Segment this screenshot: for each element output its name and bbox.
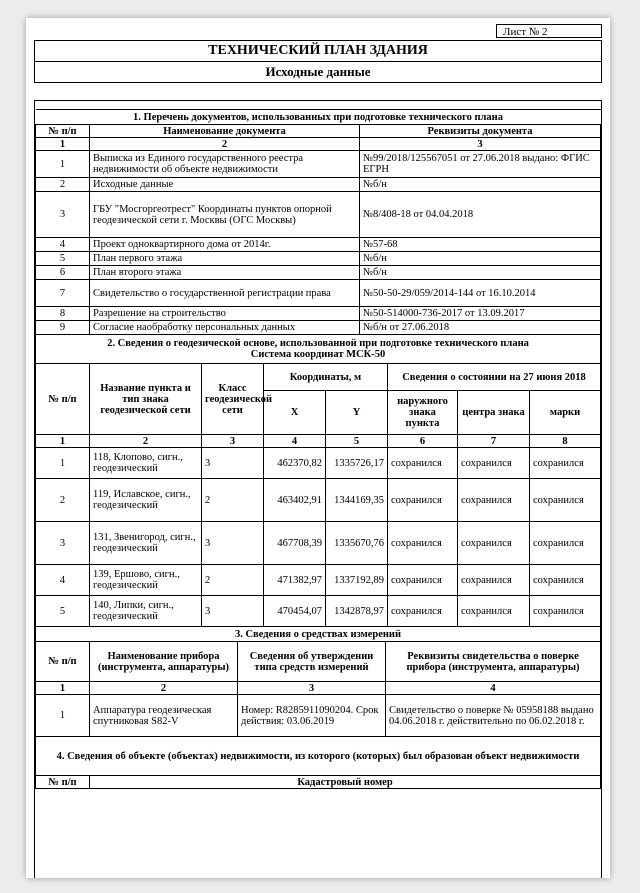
document-page [26, 18, 610, 878]
network-class: 3 [202, 448, 264, 479]
table-row [36, 565, 601, 596]
col-number: 8 [530, 435, 601, 448]
col-header-num: № п/п [36, 125, 90, 138]
doc-details: №б/н от 27.06.2018 [360, 321, 601, 335]
table-row [36, 321, 601, 335]
doc-details: №57-68 [360, 238, 601, 252]
col-number: 4 [386, 682, 601, 695]
row-num: 7 [36, 280, 90, 307]
instruments-table [35, 627, 601, 737]
outer-sign-state: сохранился [388, 565, 458, 596]
network-class: 3 [202, 596, 264, 627]
point-name: 139, Ершово, сигн., геодезический [90, 565, 202, 596]
col-number: 2 [90, 138, 360, 151]
table-row [36, 252, 601, 266]
row-num: 5 [36, 252, 90, 266]
geodetic-table [35, 335, 601, 627]
col-header-coordinates: Координаты, м [264, 364, 388, 391]
doc-details: №50-50-29/059/2014-144 от 16.10.2014 [360, 280, 601, 307]
marks-state: сохранился [530, 565, 601, 596]
col-header-y: Y [326, 391, 388, 435]
marks-state: сохранился [530, 448, 601, 479]
col-header-marks: марки [530, 391, 601, 435]
doc-name: Исходные данные [90, 178, 360, 192]
marks-state: сохранился [530, 479, 601, 522]
coord-y: 1335670,76 [326, 522, 388, 565]
doc-name: Проект одноквартирного дома от 2014г. [90, 238, 360, 252]
col-number: 3 [238, 682, 386, 695]
col-header-outer-sign: наружного знака пункта [388, 391, 458, 435]
doc-details: №б/н [360, 266, 601, 280]
doc-name: Разрешение на строительство [90, 307, 360, 321]
table-row [36, 151, 601, 178]
col-number: 3 [360, 138, 601, 151]
coord-x: 463402,91 [264, 479, 326, 522]
col-number: 2 [90, 682, 238, 695]
doc-name: План второго этажа [90, 266, 360, 280]
col-number: 5 [326, 435, 388, 448]
coord-y: 1337192,89 [326, 565, 388, 596]
col-number: 3 [202, 435, 264, 448]
col-number: 4 [264, 435, 326, 448]
row-num: 8 [36, 307, 90, 321]
doc-details: №8/408-18 от 04.04.2018 [360, 192, 601, 238]
marks-state: сохранился [530, 596, 601, 627]
doc-details: №50-514000-736-2017 от 13.09.2017 [360, 307, 601, 321]
col-number: 1 [36, 435, 90, 448]
row-num: 9 [36, 321, 90, 335]
type-approval: Номер: R8285911090204. Срок действия: 03.06.2019 [238, 695, 386, 737]
doc-name: План первого этажа [90, 252, 360, 266]
col-header-center-sign: центра знака [458, 391, 530, 435]
col-header-approval: Сведения об утверждении типа средств измерений [238, 642, 386, 682]
documents-table [35, 109, 601, 335]
table-row [36, 178, 601, 192]
row-num: 1 [36, 695, 90, 737]
doc-name: Свидетельство о государственной регистрации права [90, 280, 360, 307]
row-num: 4 [36, 565, 90, 596]
table-row [36, 238, 601, 252]
main-content [34, 100, 602, 878]
point-name: 118, Клопово, сигн., геодезический [90, 448, 202, 479]
outer-sign-state: сохранился [388, 596, 458, 627]
row-num: 3 [36, 522, 90, 565]
marks-state: сохранился [530, 522, 601, 565]
doc-name: ГБУ "Мосгоргеотрест" Координаты пунктов опорной геодезической сети г. Москвы (ОГС Москвы) [90, 192, 360, 238]
section-1-title: 1. Перечень документов, использованных при подготовке технического плана [36, 110, 601, 125]
network-class: 2 [202, 565, 264, 596]
doc-details: №99/2018/125567051 от 27.06.2018 выдано: ФГИС ЕГРН [360, 151, 601, 178]
section-2-title-text: 2. Сведения о геодезической основе, использованной при подготовке технического плана [107, 338, 529, 349]
col-header-x: X [264, 391, 326, 435]
section-3-title: 3. Сведения о средствах измерений [36, 627, 601, 642]
col-number: 1 [36, 682, 90, 695]
table-row [36, 307, 601, 321]
row-num: 1 [36, 448, 90, 479]
center-sign-state: сохранился [458, 522, 530, 565]
row-num: 3 [36, 192, 90, 238]
table-row [36, 192, 601, 238]
col-header-network-class: Класс геодезической сети [202, 364, 264, 435]
col-header-doc-details: Реквизиты документа [360, 125, 601, 138]
coord-x: 467708,39 [264, 522, 326, 565]
point-name: 140, Липки, сигн., геодезический [90, 596, 202, 627]
outer-sign-state: сохранился [388, 448, 458, 479]
coord-x: 470454,07 [264, 596, 326, 627]
coordinate-system: Система координат МСК-50 [250, 349, 386, 360]
coord-x: 471382,97 [264, 565, 326, 596]
row-num: 2 [36, 479, 90, 522]
table-row [36, 695, 601, 737]
coord-x: 462370,82 [264, 448, 326, 479]
center-sign-state: сохранился [458, 596, 530, 627]
point-name: 119, Иславское, сигн., геодезический [90, 479, 202, 522]
point-name: 131, Звенигород, сигн., геодезический [90, 522, 202, 565]
col-number: 6 [388, 435, 458, 448]
center-sign-state: сохранился [458, 565, 530, 596]
table-row [36, 479, 601, 522]
row-num: 4 [36, 238, 90, 252]
coord-y: 1335726,17 [326, 448, 388, 479]
col-header-num: № п/п [36, 642, 90, 682]
row-num: 1 [36, 151, 90, 178]
doc-details: №б/н [360, 252, 601, 266]
table-row [36, 280, 601, 307]
title-block [34, 40, 602, 83]
instrument-name: Аппаратура геодезическая спутниковая S82-V [90, 695, 238, 737]
coord-y: 1342878,97 [326, 596, 388, 627]
document-subtitle: Исходные данные [265, 64, 371, 79]
section-2-title [36, 335, 601, 364]
table-row [36, 596, 601, 627]
col-header-certificate: Реквизиты свидетельства о поверке прибора (инструмента, аппаратуры) [386, 642, 601, 682]
col-header-instrument: Наименование прибора (инструмента, аппаратуры) [90, 642, 238, 682]
col-number: 7 [458, 435, 530, 448]
outer-sign-state: сохранился [388, 479, 458, 522]
row-num: 2 [36, 178, 90, 192]
center-sign-state: сохранился [458, 448, 530, 479]
table-row [36, 522, 601, 565]
row-num: 6 [36, 266, 90, 280]
doc-name: Выписка из Единого государственного реестра недвижимости об объекте недвижимости [90, 151, 360, 178]
sheet-number: Лист № 2 [496, 24, 602, 38]
center-sign-state: сохранился [458, 479, 530, 522]
source-objects-table [35, 737, 601, 789]
col-header-state: Сведения о состоянии на 27 июня 2018 [388, 364, 601, 391]
row-num: 5 [36, 596, 90, 627]
document-title: ТЕХНИЧЕСКИЙ ПЛАН ЗДАНИЯ [35, 41, 601, 62]
doc-details: №б/н [360, 178, 601, 192]
col-header-cadastral-number: Кадастровый номер [90, 776, 601, 789]
col-header-doc-name: Наименование документа [90, 125, 360, 138]
table-row [36, 448, 601, 479]
coord-y: 1344169,35 [326, 479, 388, 522]
network-class: 2 [202, 479, 264, 522]
col-header-num: № п/п [36, 776, 90, 789]
col-header-num: № п/п [36, 364, 90, 435]
col-header-point-name: Название пункта и тип знака геодезической сети [90, 364, 202, 435]
outer-sign-state: сохранился [388, 522, 458, 565]
col-number: 2 [90, 435, 202, 448]
doc-name: Согласие наобработку персональных данных [90, 321, 360, 335]
table-row [36, 266, 601, 280]
section-4-title: 4. Сведения об объекте (объектах) недвижимости, из которого (которых) был образован объект недвижимости [36, 737, 601, 776]
verification-certificate: Свидетельство о поверке № 05958188 выдано 04.06.2018 г. действительно по 06.02.2018 г. [386, 695, 601, 737]
col-number: 1 [36, 138, 90, 151]
network-class: 3 [202, 522, 264, 565]
